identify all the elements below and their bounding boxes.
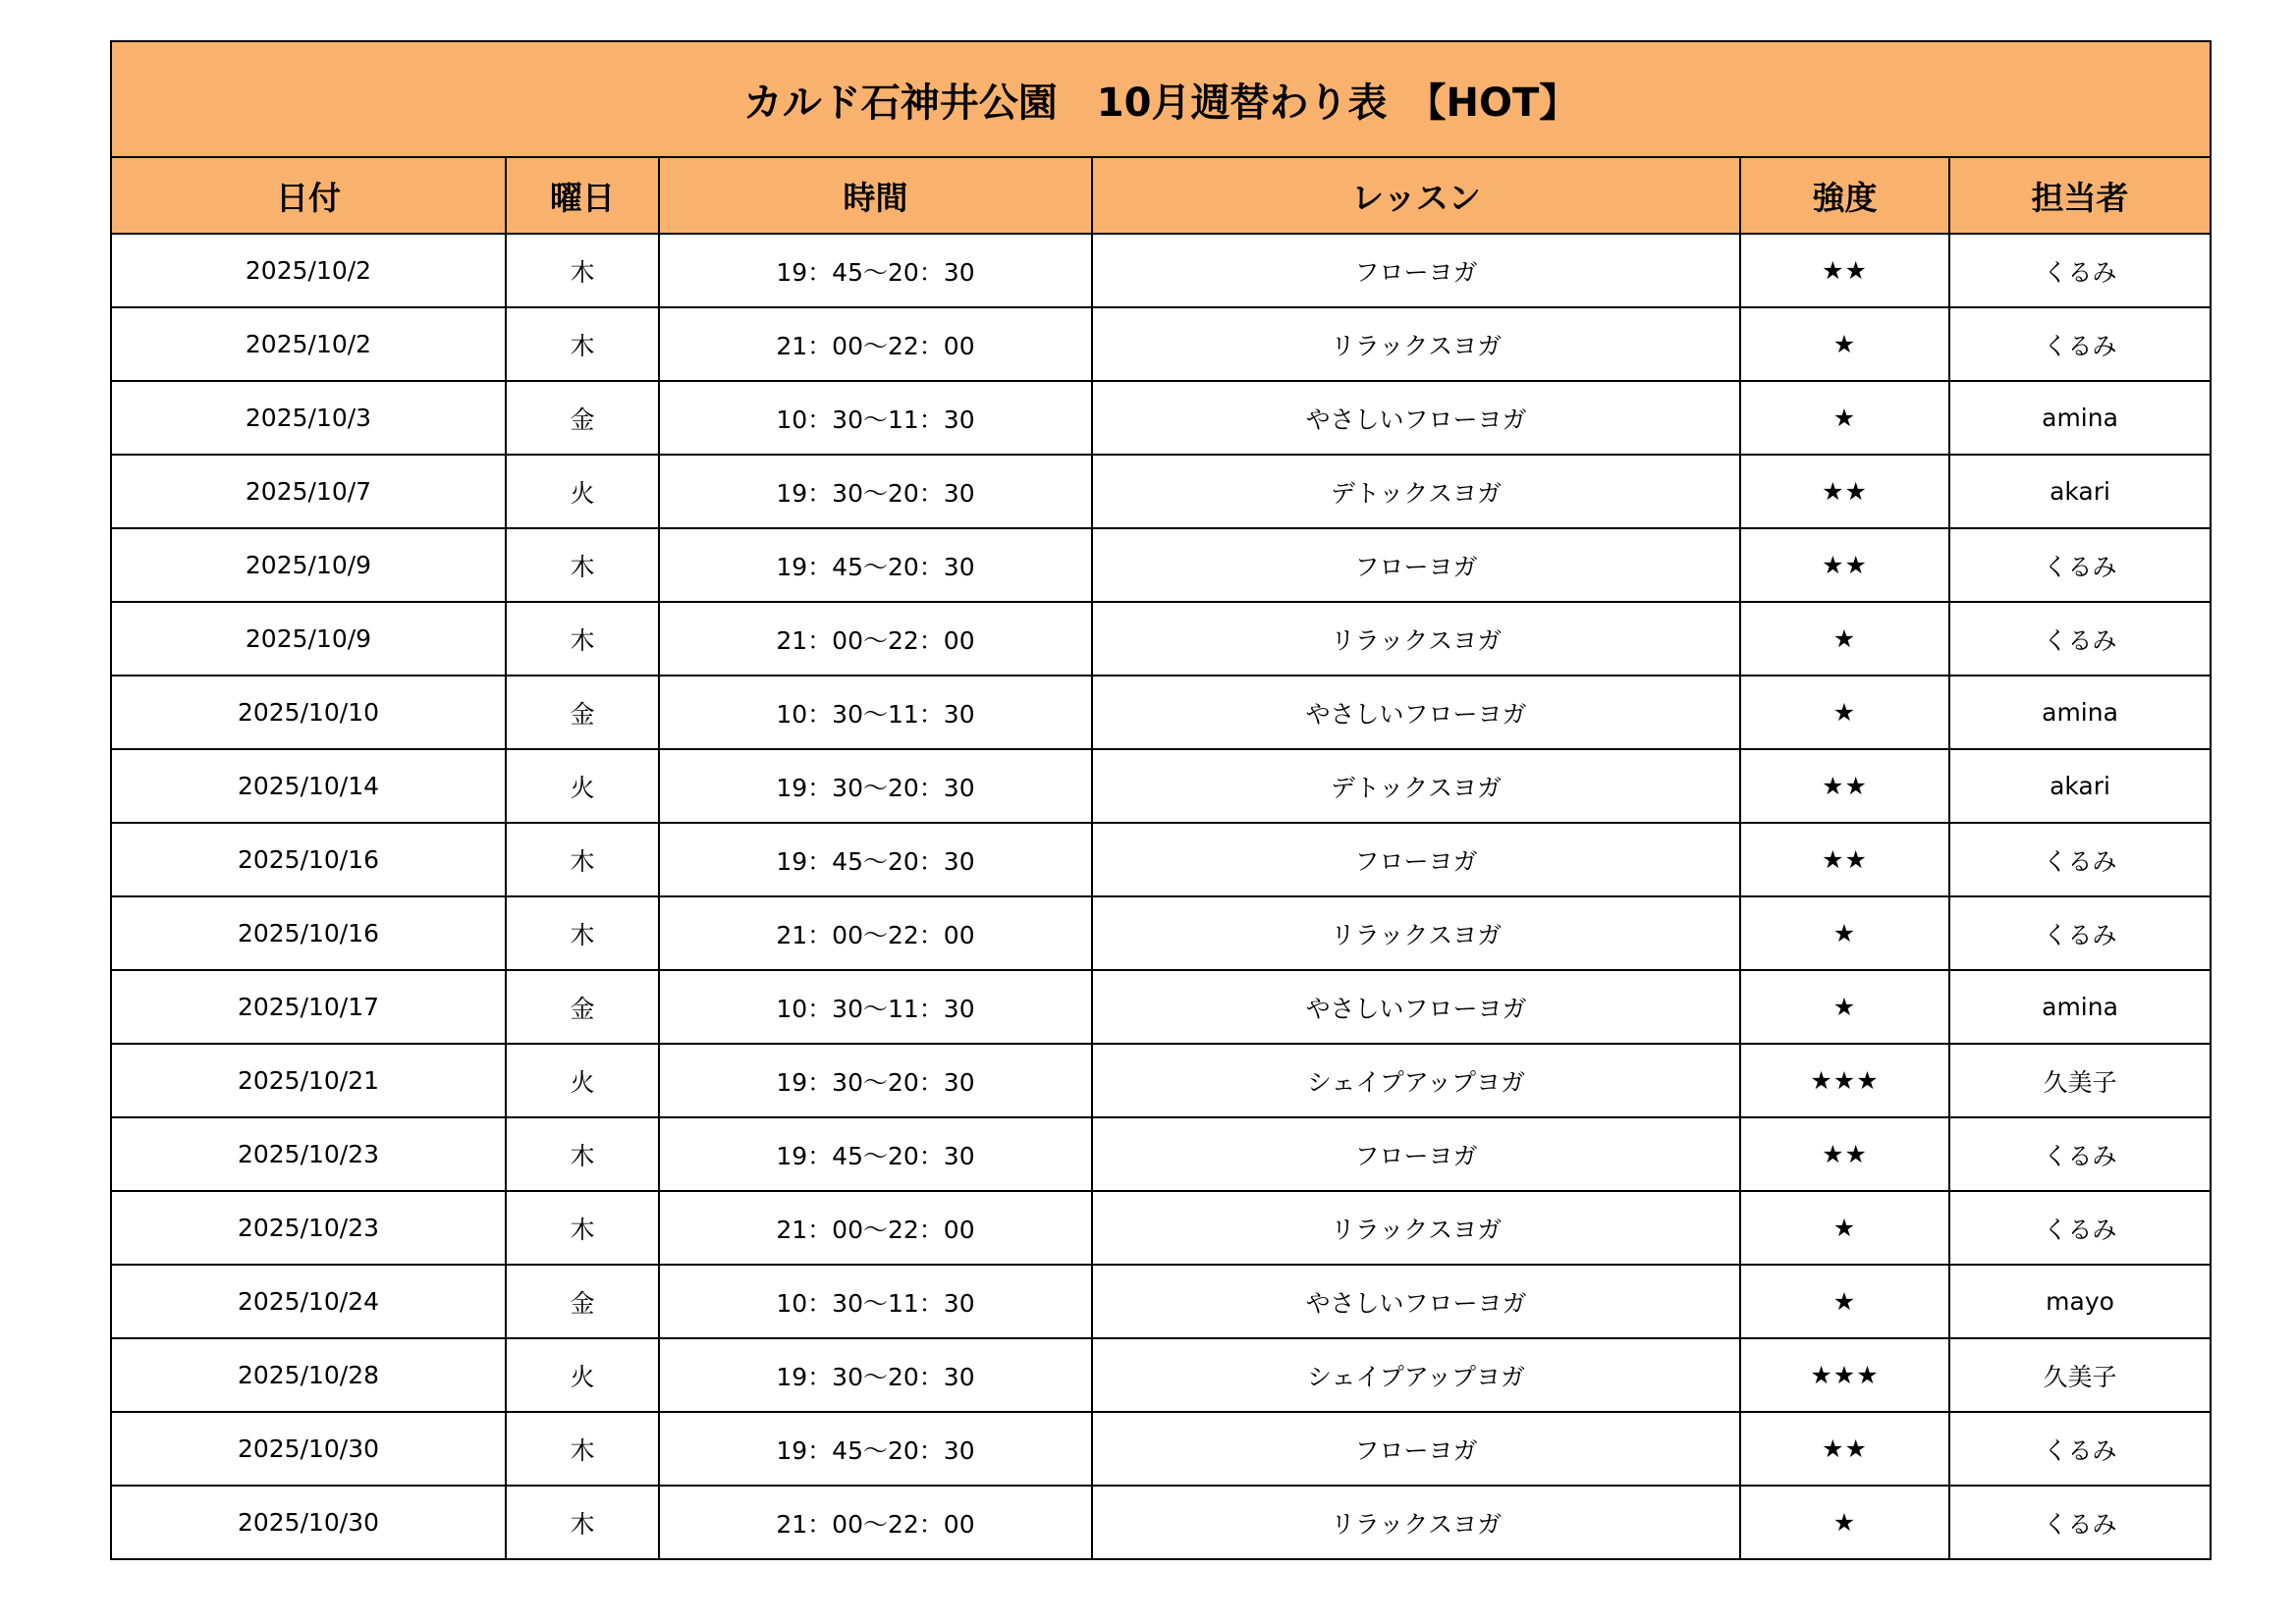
cell-day: 木 [506, 1117, 659, 1191]
cell-day: 木 [506, 602, 659, 676]
cell-date: 2025/10/30 [111, 1486, 506, 1559]
cell-day: 火 [506, 455, 659, 528]
cell-instructor: くるみ [1949, 1191, 2211, 1265]
cell-instructor: amina [1949, 381, 2211, 455]
cell-date: 2025/10/24 [111, 1265, 506, 1338]
cell-day: 火 [506, 749, 659, 823]
column-header-time: 時間 [659, 157, 1092, 234]
cell-instructor: 久美子 [1949, 1338, 2211, 1412]
cell-time: 21：00～22：00 [659, 1191, 1092, 1265]
cell-time: 21：00～22：00 [659, 602, 1092, 676]
cell-date: 2025/10/9 [111, 528, 506, 602]
cell-instructor: akari [1949, 455, 2211, 528]
cell-intensity: ★ [1740, 1191, 1949, 1265]
cell-intensity: ★★★ [1740, 1338, 1949, 1412]
cell-intensity: ★★ [1740, 1412, 1949, 1486]
column-header-row [111, 157, 2211, 234]
cell-intensity: ★ [1740, 896, 1949, 970]
cell-date: 2025/10/10 [111, 676, 506, 749]
cell-lesson: リラックスヨガ [1092, 307, 1740, 381]
cell-date: 2025/10/28 [111, 1338, 506, 1412]
cell-instructor: くるみ [1949, 307, 2211, 381]
cell-instructor: くるみ [1949, 602, 2211, 676]
cell-lesson: やさしいフローヨガ [1092, 381, 1740, 455]
cell-lesson: やさしいフローヨガ [1092, 676, 1740, 749]
cell-day: 火 [506, 1338, 659, 1412]
cell-instructor: くるみ [1949, 1117, 2211, 1191]
cell-date: 2025/10/23 [111, 1117, 506, 1191]
cell-instructor: amina [1949, 970, 2211, 1044]
table-row [111, 234, 2211, 307]
cell-instructor: amina [1949, 676, 2211, 749]
table-row [111, 823, 2211, 896]
cell-day: 木 [506, 1191, 659, 1265]
cell-time: 10：30～11：30 [659, 381, 1092, 455]
table-row [111, 528, 2211, 602]
cell-date: 2025/10/16 [111, 823, 506, 896]
cell-intensity: ★★ [1740, 455, 1949, 528]
cell-instructor: 久美子 [1949, 1044, 2211, 1117]
table-row [111, 307, 2211, 381]
column-header-intensity: 強度 [1740, 157, 1949, 234]
cell-date: 2025/10/9 [111, 602, 506, 676]
cell-intensity: ★★ [1740, 528, 1949, 602]
table-row [111, 1486, 2211, 1559]
cell-day: 金 [506, 1265, 659, 1338]
table-row [111, 676, 2211, 749]
schedule-table [110, 40, 2212, 1560]
cell-time: 10：30～11：30 [659, 676, 1092, 749]
cell-date: 2025/10/17 [111, 970, 506, 1044]
column-header-date: 日付 [111, 157, 506, 234]
cell-date: 2025/10/14 [111, 749, 506, 823]
column-header-day: 曜日 [506, 157, 659, 234]
cell-date: 2025/10/23 [111, 1191, 506, 1265]
cell-intensity: ★★ [1740, 823, 1949, 896]
cell-day: 木 [506, 528, 659, 602]
cell-lesson: デトックスヨガ [1092, 749, 1740, 823]
cell-time: 10：30～11：30 [659, 970, 1092, 1044]
cell-time: 19：45～20：30 [659, 528, 1092, 602]
cell-date: 2025/10/16 [111, 896, 506, 970]
cell-lesson: シェイプアップヨガ [1092, 1338, 1740, 1412]
cell-lesson: やさしいフローヨガ [1092, 1265, 1740, 1338]
cell-time: 19：45～20：30 [659, 234, 1092, 307]
cell-lesson: リラックスヨガ [1092, 602, 1740, 676]
cell-lesson: フローヨガ [1092, 1117, 1740, 1191]
cell-lesson: フローヨガ [1092, 1412, 1740, 1486]
cell-day: 金 [506, 676, 659, 749]
cell-time: 19：45～20：30 [659, 1117, 1092, 1191]
cell-time: 19：30～20：30 [659, 1338, 1092, 1412]
cell-time: 21：00～22：00 [659, 1486, 1092, 1559]
table-row [111, 1265, 2211, 1338]
table-row [111, 381, 2211, 455]
cell-day: 木 [506, 307, 659, 381]
cell-instructor: mayo [1949, 1265, 2211, 1338]
cell-lesson: フローヨガ [1092, 823, 1740, 896]
page-title: カルド石神井公園 10月週替わり表 【HOT】 [111, 41, 2211, 157]
table-row [111, 1191, 2211, 1265]
table-row [111, 970, 2211, 1044]
cell-time: 19：30～20：30 [659, 455, 1092, 528]
cell-intensity: ★★ [1740, 749, 1949, 823]
cell-instructor: akari [1949, 749, 2211, 823]
cell-intensity: ★ [1740, 602, 1949, 676]
cell-day: 木 [506, 234, 659, 307]
cell-lesson: フローヨガ [1092, 234, 1740, 307]
cell-lesson: シェイプアップヨガ [1092, 1044, 1740, 1117]
table-row [111, 455, 2211, 528]
cell-lesson: リラックスヨガ [1092, 1191, 1740, 1265]
cell-intensity: ★ [1740, 970, 1949, 1044]
cell-lesson: フローヨガ [1092, 528, 1740, 602]
cell-intensity: ★ [1740, 676, 1949, 749]
table-row [111, 1044, 2211, 1117]
cell-instructor: くるみ [1949, 1412, 2211, 1486]
schedule-body [111, 234, 2211, 1559]
cell-date: 2025/10/7 [111, 455, 506, 528]
cell-time: 19：30～20：30 [659, 749, 1092, 823]
cell-lesson: やさしいフローヨガ [1092, 970, 1740, 1044]
cell-intensity: ★★ [1740, 234, 1949, 307]
cell-lesson: リラックスヨガ [1092, 1486, 1740, 1559]
cell-intensity: ★ [1740, 381, 1949, 455]
cell-day: 木 [506, 896, 659, 970]
column-header-lesson: レッスン [1092, 157, 1740, 234]
cell-time: 19：45～20：30 [659, 823, 1092, 896]
cell-time: 10：30～11：30 [659, 1265, 1092, 1338]
cell-date: 2025/10/3 [111, 381, 506, 455]
cell-intensity: ★ [1740, 1486, 1949, 1559]
title-row [111, 41, 2211, 157]
cell-intensity: ★★ [1740, 1117, 1949, 1191]
cell-instructor: くるみ [1949, 1486, 2211, 1559]
cell-day: 木 [506, 1486, 659, 1559]
table-row [111, 1338, 2211, 1412]
cell-intensity: ★ [1740, 1265, 1949, 1338]
cell-instructor: くるみ [1949, 823, 2211, 896]
cell-date: 2025/10/30 [111, 1412, 506, 1486]
cell-instructor: くるみ [1949, 234, 2211, 307]
cell-lesson: デトックスヨガ [1092, 455, 1740, 528]
column-header-instructor: 担当者 [1949, 157, 2211, 234]
cell-intensity: ★★★ [1740, 1044, 1949, 1117]
table-row [111, 749, 2211, 823]
cell-day: 火 [506, 1044, 659, 1117]
cell-day: 木 [506, 823, 659, 896]
cell-time: 19：30～20：30 [659, 1044, 1092, 1117]
cell-lesson: リラックスヨガ [1092, 896, 1740, 970]
cell-time: 21：00～22：00 [659, 896, 1092, 970]
table-row [111, 602, 2211, 676]
cell-date: 2025/10/2 [111, 234, 506, 307]
cell-day: 金 [506, 381, 659, 455]
cell-instructor: くるみ [1949, 896, 2211, 970]
cell-intensity: ★ [1740, 307, 1949, 381]
cell-date: 2025/10/2 [111, 307, 506, 381]
table-row [111, 1412, 2211, 1486]
table-row [111, 1117, 2211, 1191]
cell-day: 木 [506, 1412, 659, 1486]
cell-time: 21：00～22：00 [659, 307, 1092, 381]
table-row [111, 896, 2211, 970]
cell-day: 金 [506, 970, 659, 1044]
cell-date: 2025/10/21 [111, 1044, 506, 1117]
cell-time: 19：45～20：30 [659, 1412, 1092, 1486]
cell-instructor: くるみ [1949, 528, 2211, 602]
